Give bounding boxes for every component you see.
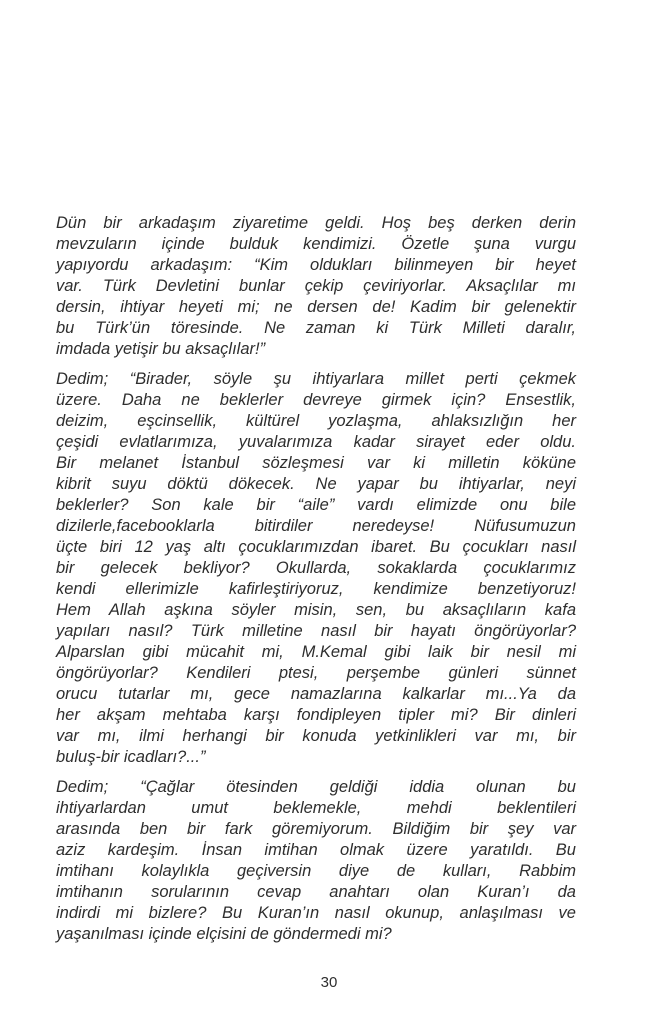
- text-line: ihtiyarlardan umut beklemekle, mehdi beklentileri: [56, 799, 576, 817]
- text-line: Dün bir arkadaşım ziyaretime geldi. Hoş beş derken derin: [56, 214, 576, 232]
- text-line: Bir melanet İstanbul sözleşmesi var ki milletin köküne: [56, 454, 576, 472]
- text-line: mevzuların içinde bulduk kendimizi. Özetle şuna vurgu: [56, 235, 576, 253]
- text-line: arasında ben bir fark göremiyorum. Bildiğim bir şey var: [56, 820, 576, 838]
- text-line: her akşam mehtaba karşı fondipleyen tipler mi? Bir dinleri: [56, 706, 576, 724]
- paragraph-3: [56, 777, 576, 945]
- text-line: yapıyordu arkadaşım: “Kim oldukları bilinmeyen bir heyet: [56, 256, 576, 274]
- text-line: orucu tutarlar mı, gece namazlarına kalkarlar mı...Ya da: [56, 685, 576, 703]
- text-line: yapıları nasıl? Türk milletine nasıl bir hayatı öngörüyorlar?: [56, 622, 576, 640]
- text-line: Dedim; “Çağlar ötesinden geldiği iddia olunan bu: [56, 778, 576, 796]
- text-line: deizim, eşcinsellik, kültürel yozlaşma, ahlaksızlığın her: [56, 412, 576, 430]
- text-line: indirdi mi bizlere? Bu Kuran’ın nasıl okunup, anlaşılması ve: [56, 904, 576, 922]
- text-line: kibrit suyu döktü dökecek. Ne yapar bu ihtiyarlar, neyi: [56, 475, 576, 493]
- paragraph-1: [56, 213, 576, 360]
- text-line: dersin, ihtiyar heyeti mi; ne dersen de! Kadim bir gelenektir: [56, 298, 576, 316]
- text-line: Hem Allah aşkına söyler misin, sen, bu aksaçlıların kafa: [56, 601, 576, 619]
- text-line: Dedim; “Birader, söyle şu ihtiyarlara millet perti çekmek: [56, 370, 576, 388]
- text-line: çeşidi evlatlarımıza, yuvalarımıza kadar sirayet eder oldu.: [56, 433, 576, 451]
- text-line: kendi ellerimizle kafirleştiriyoruz, kendimize benzetiyoruz!: [56, 580, 576, 598]
- page-number: 30: [320, 974, 338, 991]
- text-line: imdada yetişir bu aksaçlılar!”: [56, 340, 266, 358]
- text-line: var mı, ilmi herhangi bir konuda yetkinlikleri var mı, bir: [56, 727, 576, 745]
- text-line: öngörüyorlar? Kendileri ptesi, perşembe günleri sünnet: [56, 664, 576, 682]
- text-line: buluş-bir icadları?...”: [56, 748, 206, 766]
- text-line: beklerler? Son kale bir “aile” vardı elimizde onu bile: [56, 496, 576, 514]
- text-line: bir gelecek bekliyor? Okullarda, sokaklarda çocuklarımız: [56, 559, 576, 577]
- text-line: üçte biri 12 yaş altı çocuklarımızdan ibaret. Bu çocukları nasıl: [56, 538, 576, 556]
- text-line: aziz kardeşim. İnsan imtihan olmak üzere yaratıldı. Bu: [56, 841, 576, 859]
- text-line: imtihanı kolaylıkla geçiversin diye de kulları, Rabbim: [56, 862, 576, 880]
- body-text: [56, 213, 576, 945]
- text-line: üzere. Daha ne beklerler devreye girmek için? Ensestlik,: [56, 391, 576, 409]
- text-line: Alparslan gibi mücahit mi, M.Kemal gibi laik bir nesil mi: [56, 643, 576, 661]
- paragraph-2: [56, 369, 576, 768]
- text-line: imtihanın sorularının cevap anahtarı olan Kuran’ı da: [56, 883, 576, 901]
- text-line: dizilerle,facebooklarla bitirdiler neredeyse! Nüfusumuzun: [56, 517, 576, 535]
- text-line: yaşanılması içinde elçisini de göndermedi mi?: [56, 925, 392, 943]
- text-line: var. Türk Devletini bunlar çekip çeviriyorlar. Aksaçlılar mı: [56, 277, 576, 295]
- text-line: bu Türk’ün töresinde. Ne zaman ki Türk Milleti daralır,: [56, 319, 576, 337]
